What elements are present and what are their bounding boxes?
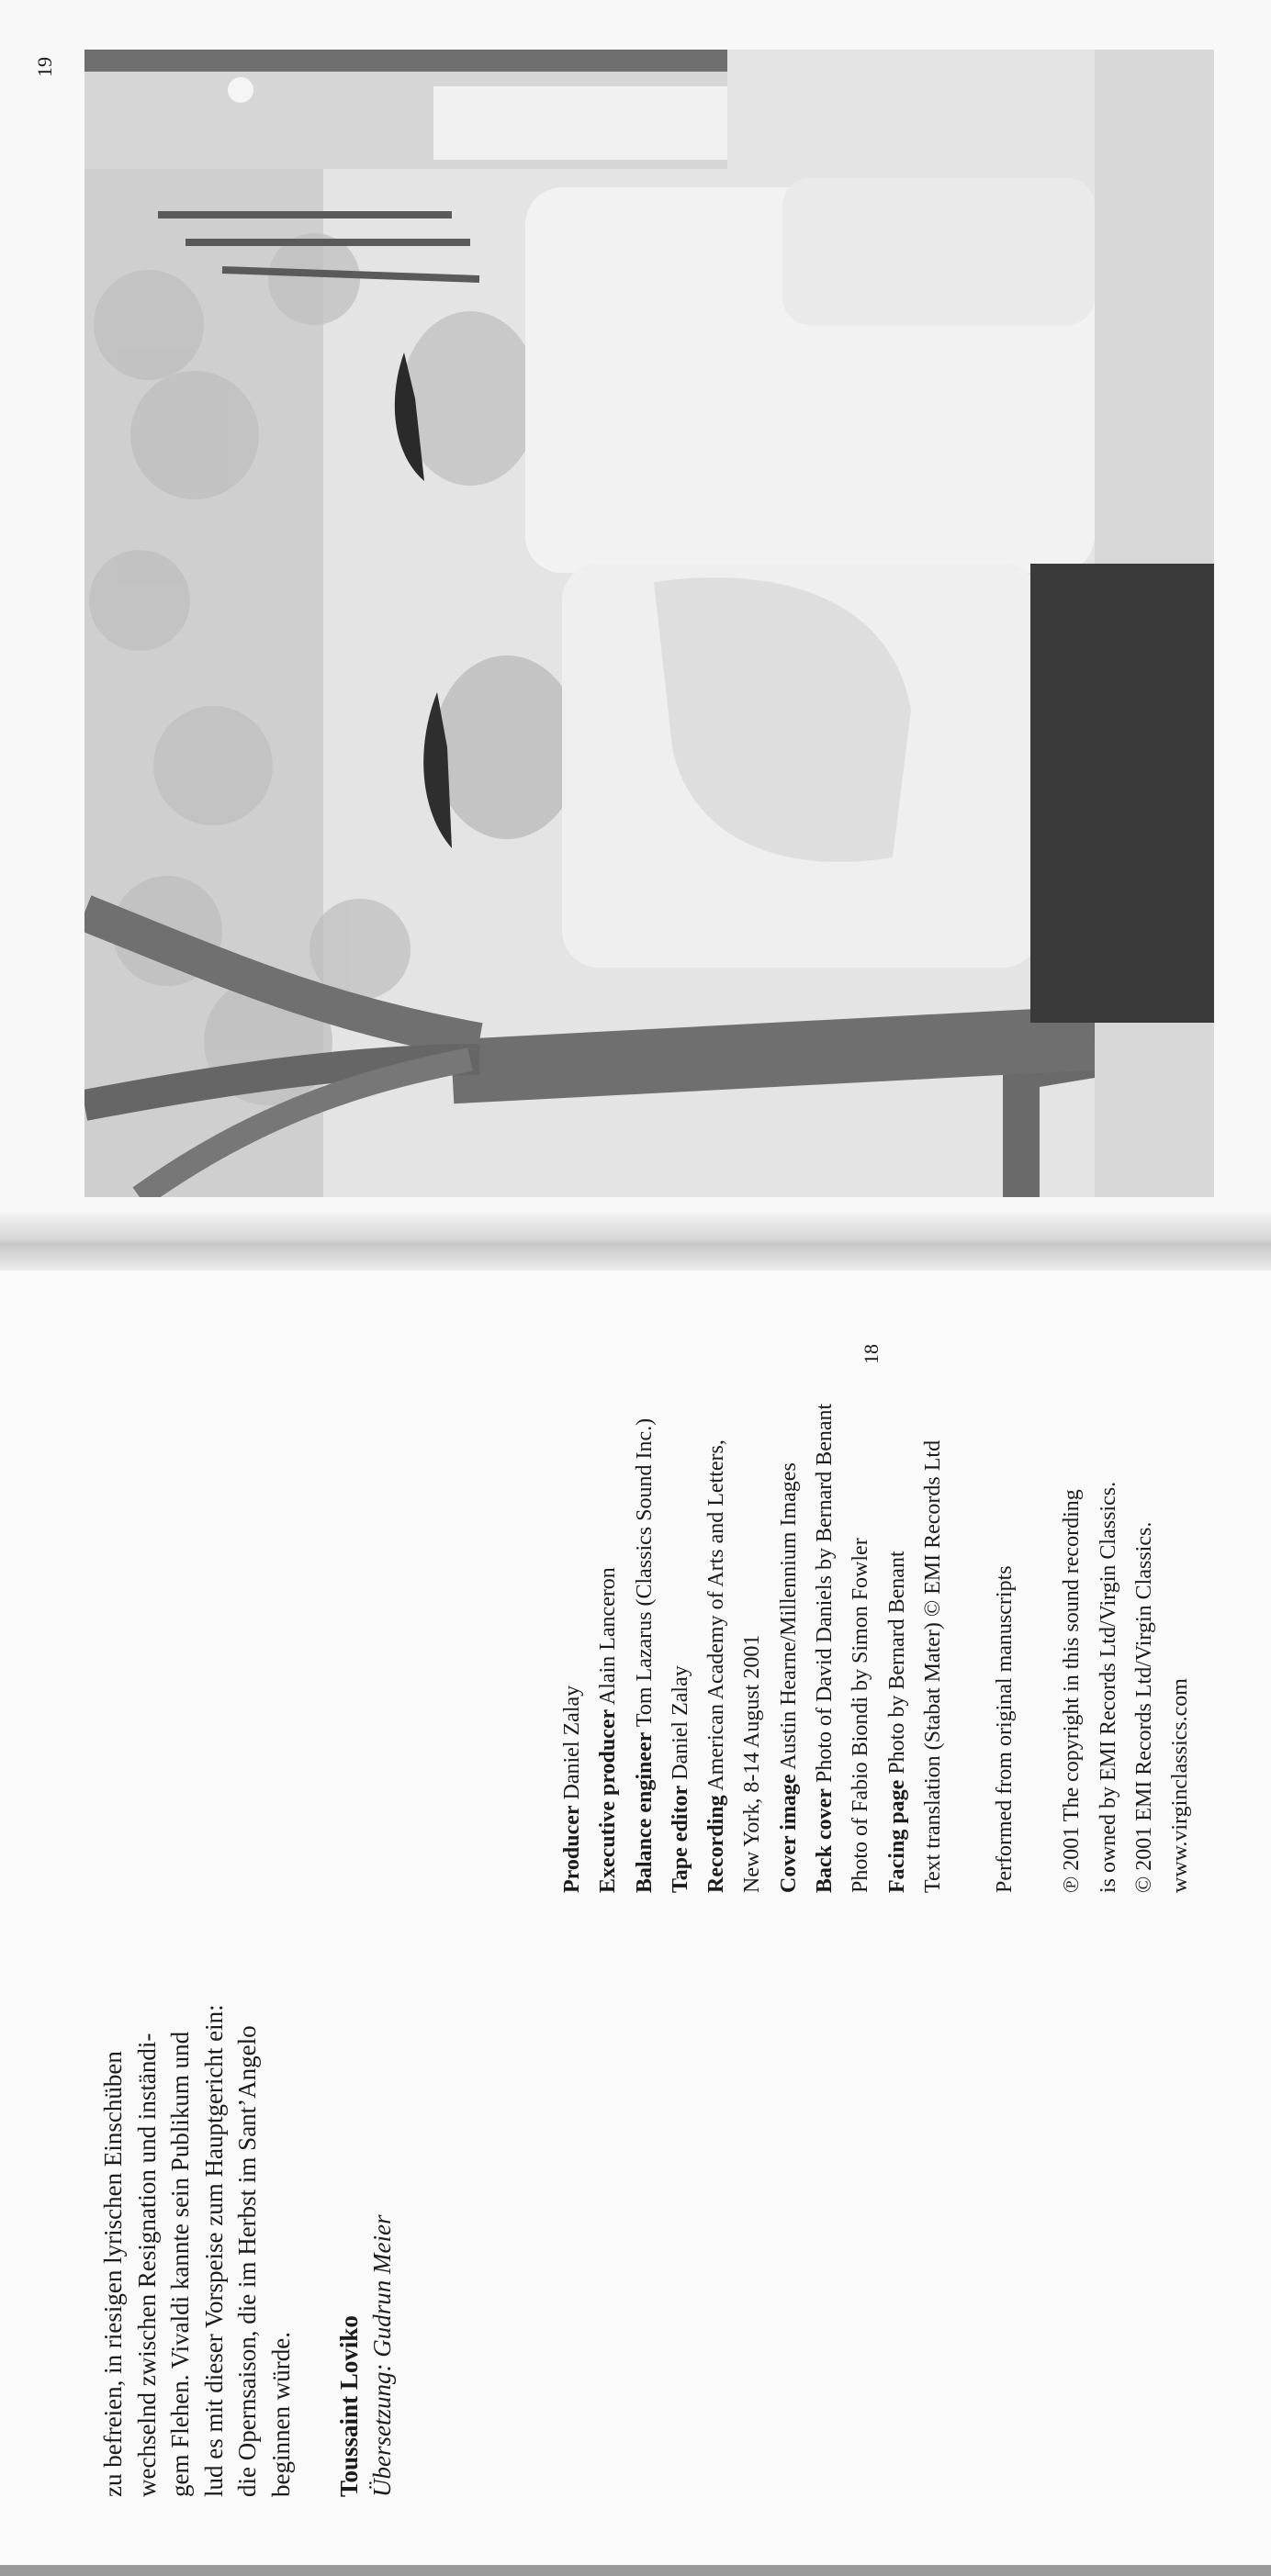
credit-line bbox=[843, 975, 879, 1893]
text-line: gem Flehen. Vivaldi kannte sein Publikum und bbox=[166, 2031, 194, 2497]
credit-value: Text translation (Stabat Mater) © EMI Records Ltd bbox=[920, 1439, 945, 1893]
credit-label: Cover image bbox=[776, 1774, 801, 1893]
credit-line bbox=[880, 975, 916, 1893]
credit-line bbox=[627, 975, 663, 1893]
credit-label: Tape editor bbox=[668, 1785, 692, 1893]
translator-credit: Übersetzung: Gudrun Meier bbox=[368, 2214, 396, 2497]
credit-label: Recording bbox=[704, 1795, 729, 1893]
performance-note: Performed from original manuscripts bbox=[993, 1565, 1018, 1893]
credit-label: Facing page bbox=[884, 1779, 909, 1893]
credit-value: Photo by Bernard Benant bbox=[884, 1551, 909, 1780]
recording-credits bbox=[555, 975, 1198, 1893]
credit-line bbox=[771, 975, 807, 1893]
text-line: lud es mit dieser Vorspeise zum Hauptgericht ein: bbox=[199, 2004, 228, 2497]
copyright-line: © 2001 EMI Records Ltd/Virgin Classics. bbox=[1131, 1521, 1156, 1893]
credit-value: Alain Lanceron bbox=[596, 1567, 621, 1709]
credit-value: Daniel Zalay bbox=[668, 1665, 692, 1786]
author-name: Toussaint Loviko bbox=[335, 2315, 363, 2497]
website-url: www.virginclassics.com bbox=[1168, 1678, 1193, 1893]
credit-label: Producer bbox=[560, 1805, 584, 1893]
credit-line bbox=[591, 975, 626, 1893]
text-line: zu befreien, in riesigen lyrischen Einschüben bbox=[99, 2051, 127, 2497]
credit-label: Back cover bbox=[813, 1788, 838, 1893]
credit-value: Photo of David Daniels by Bernard Benant bbox=[813, 1403, 838, 1789]
text-line: beginnen würde. bbox=[266, 2332, 295, 2497]
credit-value: Tom Lazarus (Classics Sound Inc.) bbox=[632, 1417, 657, 1732]
scan-edge bbox=[0, 2565, 1271, 2576]
credit-line bbox=[555, 975, 591, 1893]
copyright-block bbox=[1054, 975, 1198, 1893]
credit-value: Photo of Fabio Biondi by Simon Fowler bbox=[849, 1538, 873, 1893]
german-essay-text bbox=[96, 1854, 399, 2497]
page-number-19: 19 bbox=[33, 57, 56, 77]
credit-line bbox=[663, 975, 699, 1893]
credit-value: Daniel Zalay bbox=[560, 1685, 584, 1806]
text-line: wechselnd zwischen Resignation und inständi- bbox=[132, 2033, 161, 2497]
credit-value: New York, 8-14 August 2001 bbox=[740, 1634, 765, 1893]
credit-label: Executive producer bbox=[596, 1708, 621, 1893]
credit-value: American Academy of Arts and Letters, bbox=[704, 1439, 729, 1796]
credit-line bbox=[699, 975, 735, 1893]
copyright-line: is owned by EMI Records Ltd/Virgin Classics. bbox=[1096, 1481, 1120, 1893]
credit-label: Balance engineer bbox=[632, 1731, 657, 1893]
credit-value: Austin Hearne/Millennium Images bbox=[776, 1462, 801, 1775]
credit-line bbox=[807, 975, 843, 1893]
text-line: die Opernsaison, die im Herbst im Sant’Angelo bbox=[233, 2025, 261, 2497]
credit-line bbox=[916, 975, 951, 1893]
credit-line bbox=[735, 975, 770, 1893]
copyright-line: ℗ 2001 The copyright in this sound recording bbox=[1060, 1489, 1085, 1893]
page-number-18: 18 bbox=[860, 1344, 883, 1364]
